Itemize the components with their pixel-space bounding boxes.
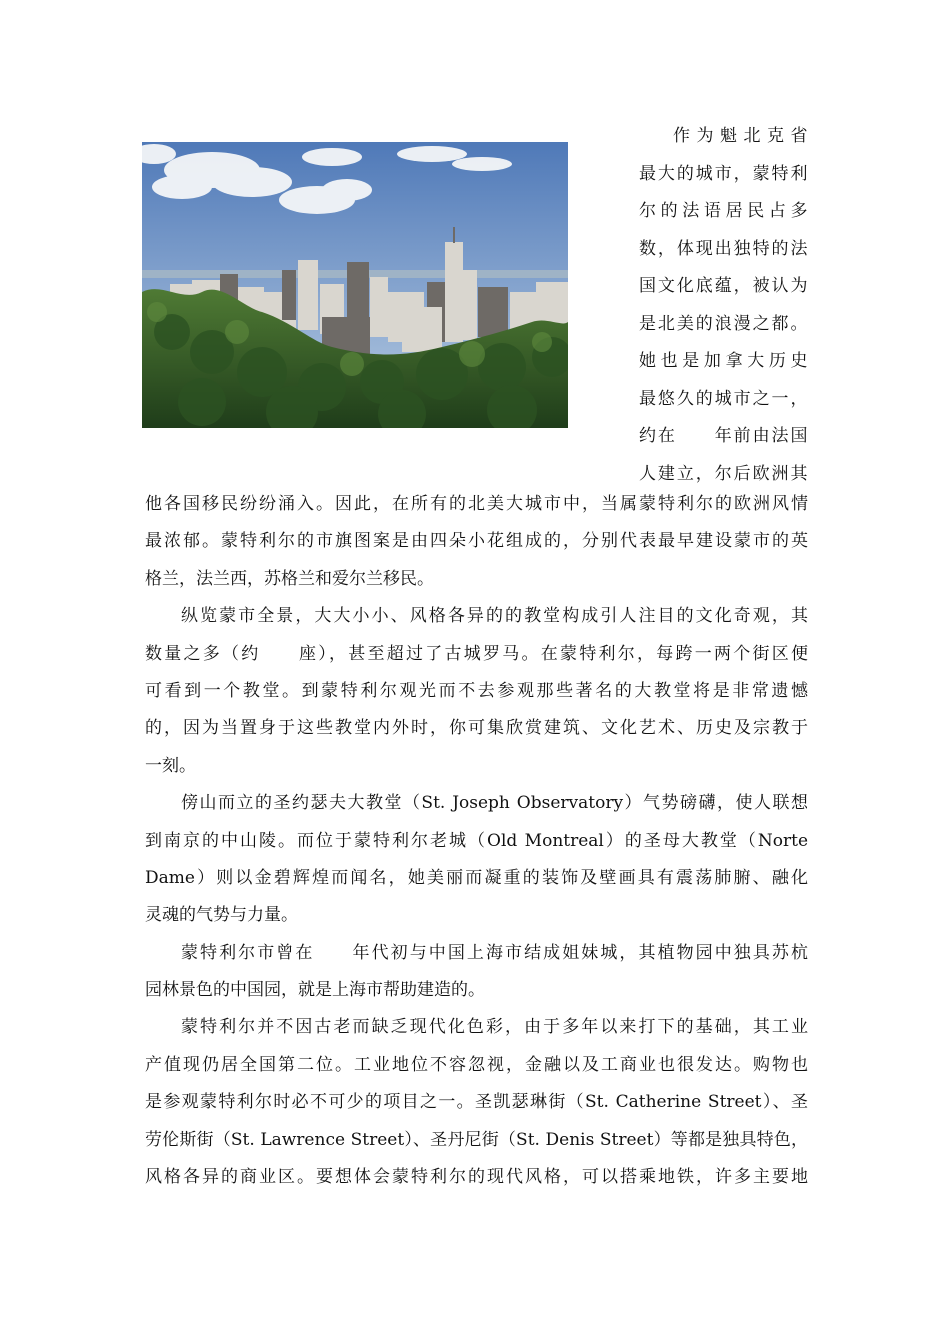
side-text-column bbox=[639, 118, 808, 493]
text-line: 产值现仍居全国第二位。工业地位不容忽视，金融以及工商业也很发达。购物也 bbox=[145, 1054, 808, 1075]
text-line: 格兰，法兰西，苏格兰和爱尔兰移民。 bbox=[145, 568, 434, 589]
text-line: 劳伦斯街（St. Lawrence Street）、圣丹尼街（St. Denis Street）等都是独具特色， bbox=[145, 1129, 808, 1150]
tower-spire bbox=[453, 227, 455, 243]
paragraph bbox=[145, 598, 808, 785]
text-line: 园林景色的中国园，就是上海市帮助建造的。 bbox=[145, 980, 485, 1001]
text-line: 她也是加拿大历史 bbox=[639, 351, 808, 371]
text-line: 傍山而立的圣约瑟夫大教堂（St. Joseph Observatory）气势磅礴，使人联想 bbox=[181, 793, 808, 814]
text-line: 最悠久的城市之一， bbox=[639, 388, 808, 409]
building-shape bbox=[478, 287, 508, 337]
text-line: 最浓郁。蒙特利尔的市旗图案是由四朵小花组成的，分别代表最早建设蒙市的英 bbox=[145, 531, 808, 552]
building-shape bbox=[370, 277, 388, 337]
text-line: 风格各异的商业区。要想体会蒙特利尔的现代风格，可以搭乘地铁，许多主要地 bbox=[145, 1167, 808, 1188]
text-line: 他各国移民纷纷涌入。因此，在所有的北美大城市中，当属蒙特利尔的欧洲风情 bbox=[145, 494, 808, 514]
text-line: 尔的法语居民占多 bbox=[639, 201, 808, 221]
text-line: 是参观蒙特利尔时必不可少的项目之一。圣凯瑟琳街（St. Catherine Street）、圣 bbox=[145, 1092, 808, 1113]
building-shape bbox=[402, 307, 442, 352]
text-line: 国文化底蕴，被认为 bbox=[639, 276, 808, 296]
text-line: 最大的城市，蒙特利 bbox=[639, 163, 808, 184]
building-shape bbox=[445, 242, 463, 342]
text-line: 数量之多（约 座），甚至超过了古城罗马。在蒙特利尔，每跨一两个街区便 bbox=[145, 643, 808, 664]
text-line: 人建立，尔后欧洲其 bbox=[639, 463, 808, 484]
text-line: Dame）则以金碧辉煌而闻名，她美丽而凝重的装饰及壁画具有震荡肺腑、融化 bbox=[145, 867, 808, 888]
paragraph bbox=[145, 785, 808, 935]
text-line: 纵览蒙市全景，大大小小、风格各异的的教堂构成引人注目的文化奇观，其 bbox=[181, 606, 808, 627]
paragraph bbox=[145, 486, 808, 598]
text-line: 蒙特利尔市曾在 年代初与中国上海市结成姐妹城，其植物园中独具苏杭 bbox=[181, 942, 808, 963]
text-line: 数，体现出独特的法 bbox=[639, 238, 808, 259]
text-line: 是北美的浪漫之都。 bbox=[639, 313, 808, 334]
building-shape bbox=[282, 270, 296, 320]
paragraph bbox=[145, 1009, 808, 1196]
paragraph bbox=[145, 935, 808, 1010]
text-line: 作为魁北克省 bbox=[673, 126, 808, 146]
article-body bbox=[145, 486, 808, 1196]
building-shape bbox=[298, 260, 318, 330]
building-shape bbox=[536, 282, 568, 327]
montreal-skyline-photo bbox=[142, 142, 568, 428]
building-shape bbox=[463, 270, 477, 340]
text-line: 的，因为当置身于这些教堂内外时，你可集欣赏建筑、文化艺术、历史及宗教于 bbox=[145, 718, 808, 739]
text-line: 到南京的中山陵。而位于蒙特利尔老城（Old Montreal）的圣母大教堂（Norte bbox=[145, 830, 808, 851]
text-line: 可看到一个教堂。到蒙特利尔观光而不去参观那些著名的大教堂将是非常遗憾 bbox=[145, 680, 808, 701]
text-line: 蒙特利尔并不因古老而缺乏现代化色彩，由于多年以来打下的基础，其工业 bbox=[181, 1017, 808, 1038]
text-line: 约在 年前由法国 bbox=[639, 426, 808, 446]
text-line: 一刻。 bbox=[145, 755, 196, 776]
text-line: 灵魂的气势与力量。 bbox=[145, 905, 298, 926]
